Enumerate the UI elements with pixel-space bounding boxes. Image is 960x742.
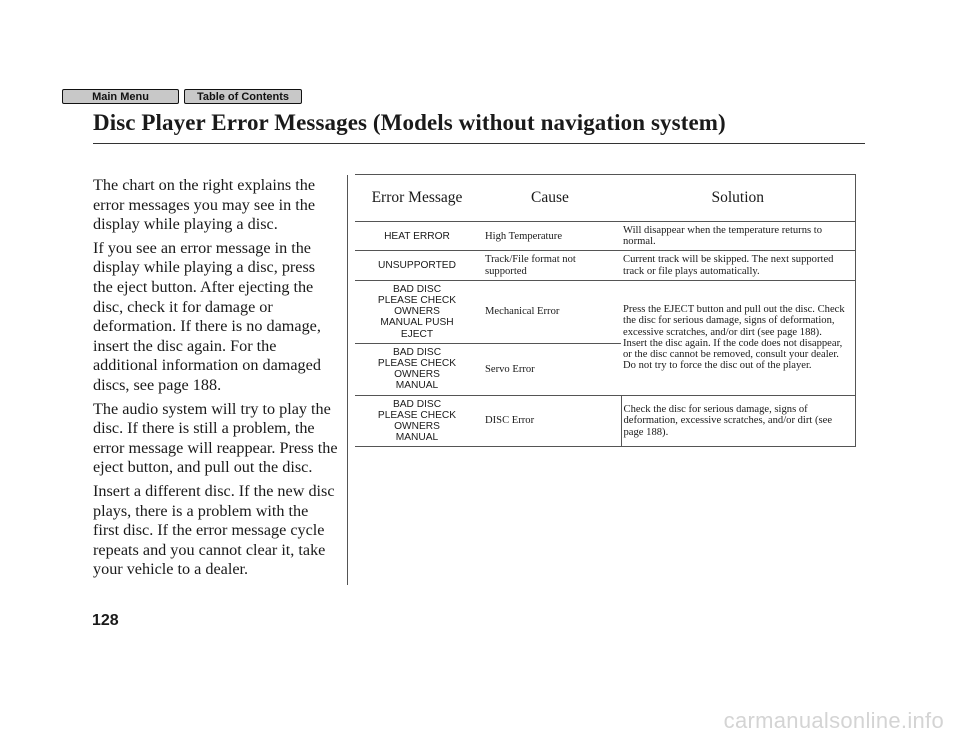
cause-cell: Mechanical Error xyxy=(479,280,621,343)
cause-cell: High Temperature xyxy=(479,222,621,251)
table-row xyxy=(355,280,855,343)
solution-cell: Will disappear when the temperature returns to normal. xyxy=(621,222,855,251)
solution-cell: Press the EJECT button and pull out the disc. Check the disc for serious damage, signs of deformation, excessive scratches, and/or dirt (see page 188). Insert the disc again. If the code does not disappear, or the disc cannot be removed, consult your dealer. Do not try to force the disc out of the player. xyxy=(621,280,855,395)
table-of-contents-button[interactable]: Table of Contents xyxy=(184,89,302,104)
table-row xyxy=(355,222,855,251)
solution-cell: Current track will be skipped. The next supported track or file plays automatically. xyxy=(621,251,855,280)
intro-paragraph: Insert a different disc. If the new disc plays, there is a problem with the first disc. If the error message cycle repeats and you cannot clear it, take your vehicle to a dealer. xyxy=(93,481,335,579)
error-message-table xyxy=(355,174,856,447)
error-message-cell: BAD DISC PLEASE CHECK OWNERS MANUAL xyxy=(355,395,479,447)
error-message-cell: BAD DISC PLEASE CHECK OWNERS MANUAL xyxy=(355,343,479,395)
intro-paragraph: The audio system will try to play the disc. If there is still a problem, the error message will reappear. Press the eject button, and pull out the disc. xyxy=(93,399,338,477)
cause-cell: Track/File format not supported xyxy=(479,251,621,280)
table-row xyxy=(355,395,855,447)
error-message-cell: UNSUPPORTED xyxy=(355,251,479,280)
main-menu-button[interactable]: Main Menu xyxy=(62,89,179,104)
cause-cell: Servo Error xyxy=(479,343,621,395)
title-divider xyxy=(93,143,865,144)
error-message-cell: HEAT ERROR xyxy=(355,222,479,251)
intro-text xyxy=(93,176,338,584)
header-error-message: Error Message xyxy=(355,175,479,222)
page-number: 128 xyxy=(92,612,119,629)
error-message-cell: BAD DISC PLEASE CHECK OWNERS MANUAL PUSH EJECT xyxy=(355,280,479,343)
header-cause: Cause xyxy=(479,175,621,222)
intro-paragraph: If you see an error message in the display while playing a disc, press the eject button. After ejecting the disc, check it for damage or deformation. If there is no damage, insert the disc again. For the additional information on damaged discs, see page 188. xyxy=(93,238,321,394)
solution-cell: Check the disc for serious damage, signs of deformation, excessive scratches, and/or dirt (see page 188). xyxy=(621,395,855,447)
column-divider xyxy=(347,175,348,585)
table-header-row xyxy=(355,175,855,222)
header-solution: Solution xyxy=(621,175,855,222)
watermark: carmanualsonline.info xyxy=(723,708,944,733)
page-title: Disc Player Error Messages (Models without navigation system) xyxy=(93,110,726,135)
table-row xyxy=(355,251,855,280)
intro-paragraph: The chart on the right explains the error messages you may see in the display while playing a disc. xyxy=(93,176,316,234)
cause-cell: DISC Error xyxy=(479,395,621,447)
